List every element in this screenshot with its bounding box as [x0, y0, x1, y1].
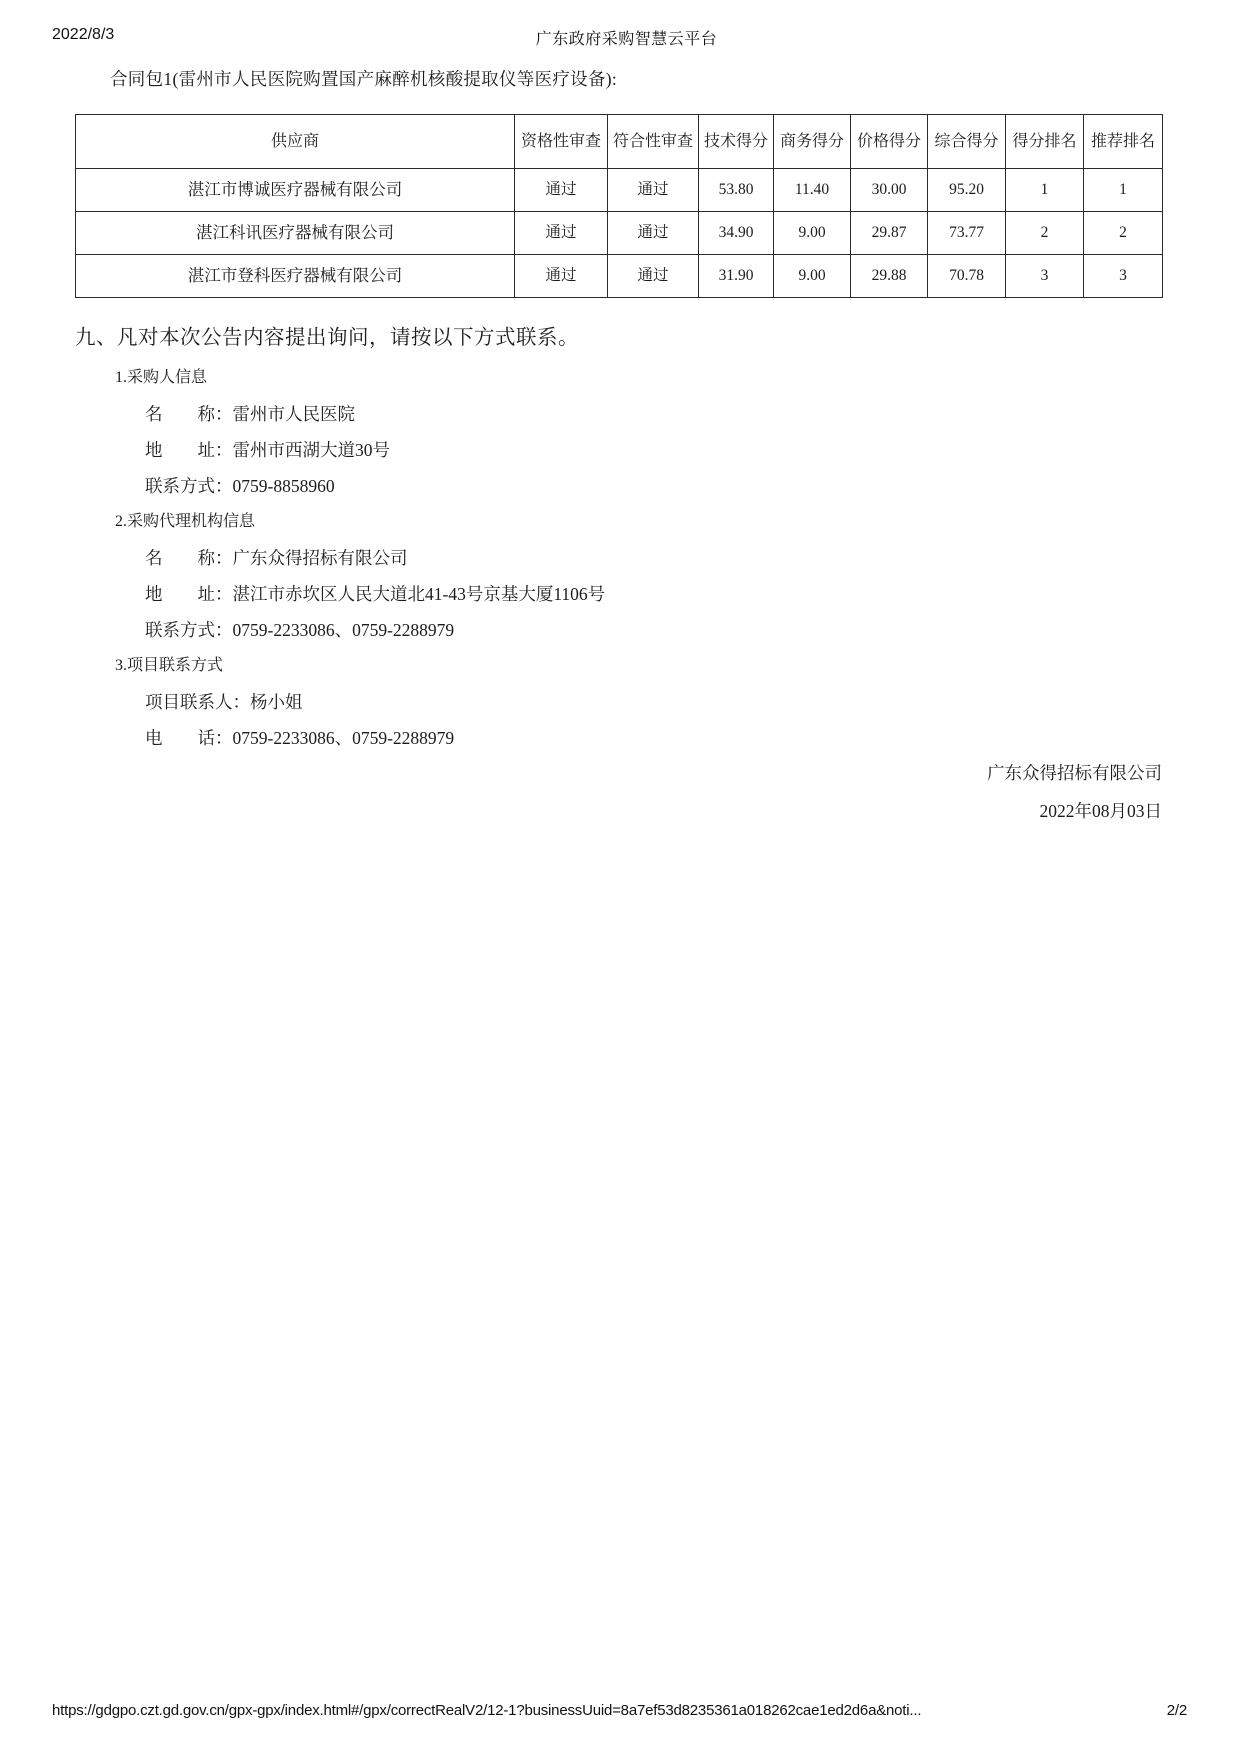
- contact-line: 名 称：雷州市人民医院: [145, 404, 355, 424]
- qualification-review-cell: 通过: [515, 255, 608, 298]
- package-title: 合同包1(雷州市人民医院购置国产麻醉机核酸提取仪等医疗设备):: [110, 69, 618, 89]
- conformity-review-cell: 通过: [608, 212, 699, 255]
- column-header: 得分排名: [1006, 115, 1084, 169]
- price-score-cell: 29.88: [851, 255, 928, 298]
- score-rank-cell: 3: [1006, 255, 1084, 298]
- supplier-cell: 湛江市博诚医疗器械有限公司: [76, 169, 515, 212]
- business-score-cell: 9.00: [774, 212, 851, 255]
- business-score-cell: 11.40: [774, 169, 851, 212]
- column-header: 资格性审查: [515, 115, 608, 169]
- supplier-cell: 湛江科讯医疗器械有限公司: [76, 212, 515, 255]
- table-header-row: [76, 115, 1163, 169]
- qualification-review-cell: 通过: [515, 212, 608, 255]
- recommend-rank-cell: 2: [1084, 212, 1163, 255]
- contact-line: 项目联系人：杨小姐: [145, 692, 303, 712]
- conformity-review-cell: 通过: [608, 169, 699, 212]
- signature-company: 广东众得招标有限公司: [987, 763, 1162, 783]
- supplier-score-table: [75, 114, 1163, 298]
- table-body: [76, 169, 1163, 298]
- overall-score-cell: 70.78: [928, 255, 1006, 298]
- table-row: [76, 169, 1163, 212]
- contact-section-title: 1.采购人信息: [115, 369, 208, 386]
- business-score-cell: 9.00: [774, 255, 851, 298]
- qualification-review-cell: 通过: [515, 169, 608, 212]
- score-rank-cell: 1: [1006, 169, 1084, 212]
- price-score-cell: 30.00: [851, 169, 928, 212]
- contact-line: 联系方式：0759-2233086、0759-2288979: [145, 620, 455, 640]
- contact-section: [0, 648, 1100, 756]
- column-header: 推荐排名: [1084, 115, 1163, 169]
- recommend-rank-cell: 1: [1084, 169, 1163, 212]
- print-date: 2022/8/3: [52, 26, 115, 43]
- column-header: 价格得分: [851, 115, 928, 169]
- contact-sections: [0, 360, 1100, 756]
- column-header: 商务得分: [774, 115, 851, 169]
- conformity-review-cell: 通过: [608, 255, 699, 298]
- contact-line: 地 址：雷州市西湖大道30号: [145, 440, 390, 460]
- recommend-rank-cell: 3: [1084, 255, 1163, 298]
- overall-score-cell: 95.20: [928, 169, 1006, 212]
- overall-score-cell: 73.77: [928, 212, 1006, 255]
- contact-line: 电 话：0759-2233086、0759-2288979: [145, 728, 455, 748]
- table-row: [76, 212, 1163, 255]
- contact-section: [0, 504, 1100, 648]
- score-rank-cell: 2: [1006, 212, 1084, 255]
- price-score-cell: 29.87: [851, 212, 928, 255]
- column-header: 符合性审查: [608, 115, 699, 169]
- table-row: [76, 255, 1163, 298]
- technical-score-cell: 31.90: [699, 255, 774, 298]
- column-header: 技术得分: [699, 115, 774, 169]
- contact-section-title: 2.采购代理机构信息: [115, 513, 256, 530]
- column-header: 供应商: [76, 115, 515, 169]
- column-header: 综合得分: [928, 115, 1006, 169]
- table-head: [76, 115, 1163, 169]
- contact-line: 联系方式：0759-8858960: [145, 476, 335, 496]
- print-header: [52, 26, 1190, 48]
- supplier-cell: 湛江市登科医疗器械有限公司: [76, 255, 515, 298]
- signature-date: 2022年08月03日: [1039, 801, 1162, 821]
- contact-line: 名 称：广东众得招标有限公司: [145, 548, 408, 568]
- footer-page-number: 2/2: [1166, 1702, 1187, 1719]
- section-nine-heading: 九、凡对本次公告内容提出询问，请按以下方式联系。: [75, 327, 579, 349]
- technical-score-cell: 53.80: [699, 169, 774, 212]
- technical-score-cell: 34.90: [699, 212, 774, 255]
- signature-block: [987, 754, 1162, 830]
- contact-line: 地 址：湛江市赤坎区人民大道北41-43号京基大厦1106号: [145, 584, 606, 604]
- footer-url: https://gdgpo.czt.gd.gov.cn/gpx-gpx/index.html#/gpx/correctRealV2/12-1?businessUuid=8a7ef53d8235361a018262cae1ed2d6a&noti...: [52, 1702, 922, 1719]
- site-title: 广东政府采购智慧云平台: [535, 31, 718, 48]
- contact-section-title: 3.项目联系方式: [115, 657, 224, 674]
- contact-section: [0, 360, 1100, 504]
- print-footer: [0, 1702, 1242, 1724]
